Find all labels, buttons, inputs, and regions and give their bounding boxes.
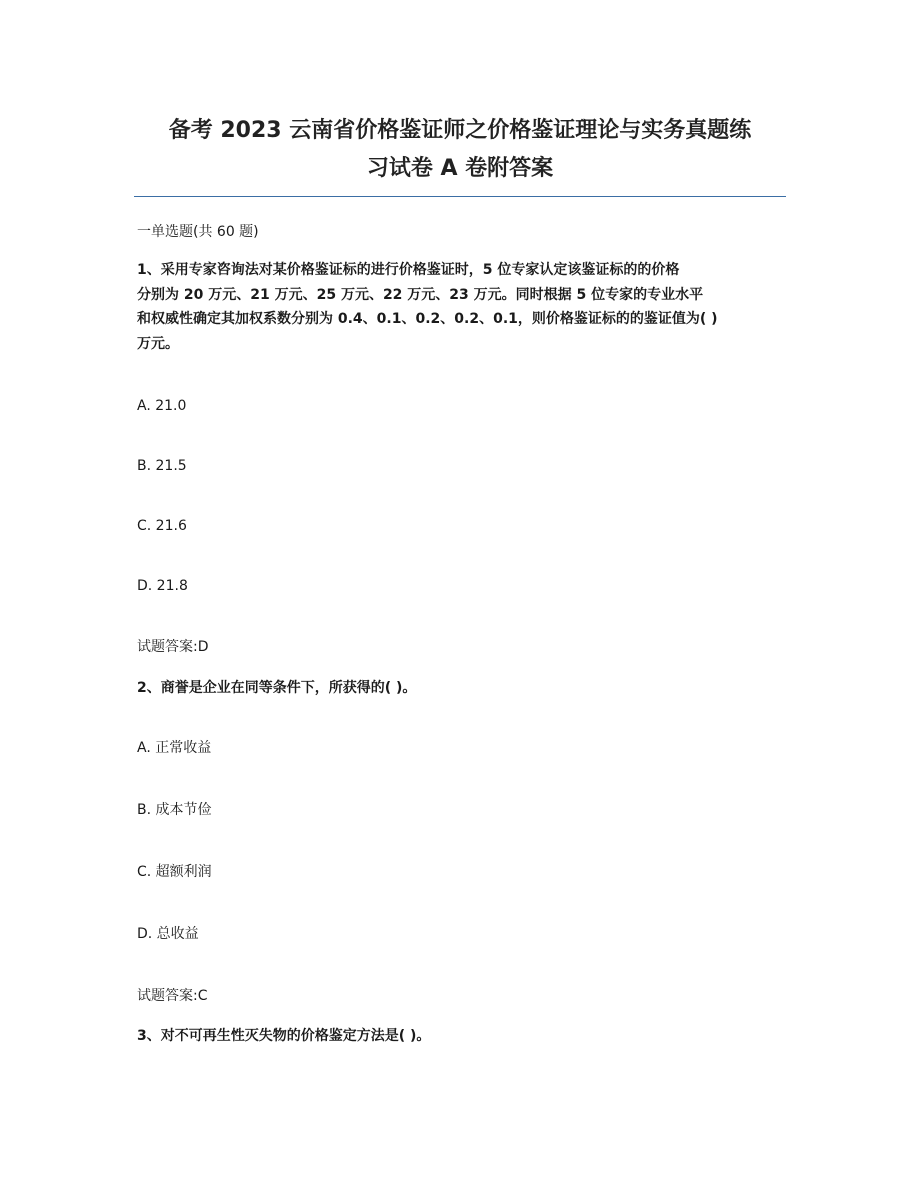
section-heading: 一单选题(共 60 题) <box>137 224 259 240</box>
question-1-line-4: 万元。 <box>137 335 179 352</box>
question-3-line-1: 3、对不可再生性灭失物的价格鉴定方法是( )。 <box>137 1028 431 1044</box>
question-1-answer: 试题答案:D <box>137 639 209 655</box>
question-2-option-c: C. 超额利润 <box>137 864 212 880</box>
question-1-option-b: B. 21.5 <box>137 458 187 474</box>
question-2-line-1: 2、商誉是企业在同等条件下，所获得的( )。 <box>137 680 417 696</box>
title-divider <box>134 196 786 197</box>
question-1-line-1: 1、采用专家咨询法对某价格鉴证标的进行价格鉴证时，5 位专家认定该鉴证标的的价格 <box>137 262 680 278</box>
question-1-line-3: 和权威性确定其加权系数分别为 0.4、0.1、0.2、0.2、0.1，则价格鉴证标的的鉴证值为( ) <box>137 311 718 327</box>
title-line-2: 习试卷 A 卷附答案 <box>366 156 554 181</box>
question-2-option-a: A. 正常收益 <box>137 740 212 756</box>
question-2-option-d: D. 总收益 <box>137 926 199 942</box>
question-1-option-c: C. 21.6 <box>137 518 187 534</box>
question-1-option-d: D. 21.8 <box>137 578 188 594</box>
document-title <box>120 112 800 188</box>
question-1-option-a: A. 21.0 <box>137 398 187 414</box>
title-line-1: 备考 2023 云南省价格鉴证师之价格鉴证理论与实务真题练 <box>168 118 752 143</box>
question-2-option-b: B. 成本节俭 <box>137 802 212 818</box>
question-1-text <box>137 258 783 356</box>
question-2-answer: 试题答案:C <box>137 988 208 1004</box>
question-2-text <box>137 676 783 701</box>
question-3-text <box>137 1024 783 1049</box>
question-1-line-2: 分别为 20 万元、21 万元、25 万元、22 万元、23 万元。同时根据 5 位专家的专业水平 <box>137 286 704 303</box>
